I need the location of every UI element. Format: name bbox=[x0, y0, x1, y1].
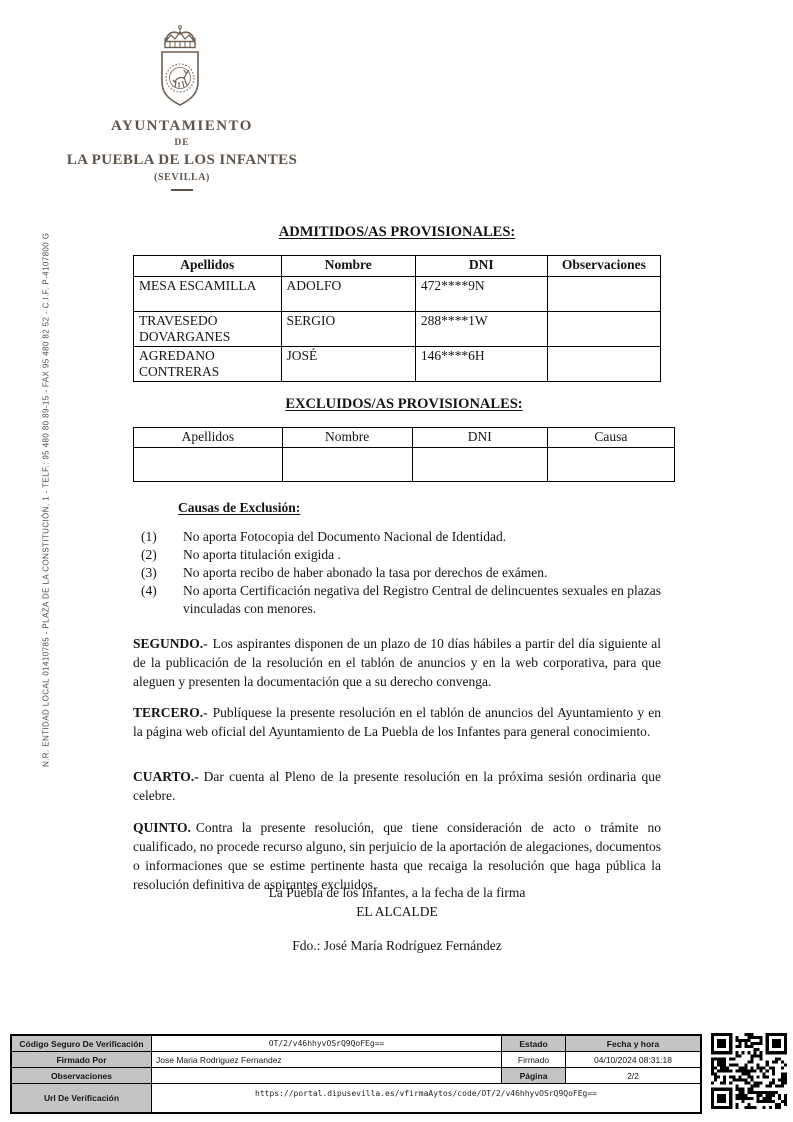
cell-observaciones bbox=[547, 347, 660, 382]
cell-dni: 472****9N bbox=[415, 277, 547, 312]
org-name-line: AYUNTAMIENTO bbox=[111, 118, 253, 134]
item-text: No aporta Fotocopia del Documento Nacional de Identidad. bbox=[183, 529, 507, 544]
paragraph-text: Los aspirantes disponen de un plazo de 10 días hábiles a partir del día siguiente al de la publicación de la resolución en el tablón de anuncios y en la web corporativa, para que aleguen y presenten la documentación que a su derecho convenga. bbox=[133, 635, 661, 689]
table-header-row bbox=[134, 256, 661, 277]
estado-label: Estado bbox=[502, 1036, 566, 1052]
excluded-section-title: EXCLUIDOS/AS PROVISIONALES: bbox=[285, 396, 523, 412]
paragraph-lead: CUARTO.- bbox=[133, 768, 199, 784]
column-header: DNI bbox=[415, 256, 547, 277]
observaciones-value bbox=[152, 1068, 502, 1084]
cell-observaciones bbox=[547, 312, 660, 347]
cell-observaciones bbox=[547, 277, 660, 312]
csv-label: Código Seguro De Verificación bbox=[12, 1036, 152, 1052]
pagina-value: 2/2 bbox=[566, 1068, 700, 1084]
item-number: (2) bbox=[141, 547, 157, 562]
item-number: (3) bbox=[141, 565, 157, 580]
item-text: No aporta titulación exigida . bbox=[183, 547, 341, 562]
observaciones-label: Observaciones bbox=[12, 1068, 152, 1084]
cell-causa bbox=[547, 448, 674, 482]
table-row bbox=[134, 312, 661, 347]
org-name-line: LA PUEBLA DE LOS INFANTES bbox=[66, 152, 298, 168]
paragraph-cuarto bbox=[133, 767, 661, 805]
table-row bbox=[134, 277, 661, 312]
column-header: Causa bbox=[547, 428, 674, 448]
exclusion-causes-title: Causas de Exclusión: bbox=[178, 500, 301, 515]
paragraph-lead: QUINTO. bbox=[133, 819, 191, 835]
column-header: Apellidos bbox=[134, 256, 282, 277]
signature-block bbox=[133, 883, 661, 921]
item-text: No aporta recibo de haber abonado la tasa por derechos de exámen. bbox=[183, 565, 548, 580]
column-header: Apellidos bbox=[134, 428, 283, 448]
signature-role-line: EL ALCALDE bbox=[356, 904, 438, 919]
organization-header bbox=[60, 118, 304, 191]
paragraph-tercero bbox=[133, 703, 661, 741]
list-item bbox=[141, 582, 663, 618]
paragraph-lead: SEGUNDO.- bbox=[133, 635, 208, 651]
column-header: DNI bbox=[412, 428, 547, 448]
paragraph-text: Contra la presente resolución, que tiene consideración de acto o trámite no cualificado, no procede recurso alguno, sin perjuicio de la aportación de alegaciones, documentos o informaciones que se estime pertinente hasta que recaiga la resolución que haga pública la resolución definitiva de aspirantes excluidos. bbox=[133, 819, 661, 892]
fecha-hora-label: Fecha y hora bbox=[566, 1036, 700, 1052]
item-number: (4) bbox=[141, 583, 157, 598]
cell-apellidos bbox=[134, 448, 283, 482]
signature-signed-by: Fdo.: José María Rodríguez Fernández bbox=[292, 938, 502, 953]
table-row bbox=[134, 347, 661, 382]
verification-footer-table bbox=[10, 1034, 702, 1114]
cell-apellidos: MESA ESCAMILLA bbox=[134, 277, 282, 312]
admitted-table bbox=[133, 255, 661, 382]
firmado-por-label: Firmado Por bbox=[12, 1052, 152, 1068]
signature-place-line: La Puebla de los Infantes, a la fecha de la firma bbox=[268, 885, 526, 900]
column-header: Nombre bbox=[281, 256, 415, 277]
cell-apellidos: AGREDANO CONTRERAS bbox=[134, 347, 282, 382]
org-province-line: (SEVILLA) bbox=[154, 172, 210, 183]
org-name-line: DE bbox=[174, 138, 190, 148]
municipal-coat-of-arms-icon bbox=[150, 24, 210, 118]
column-header: Nombre bbox=[282, 428, 412, 448]
item-number: (1) bbox=[141, 529, 157, 544]
cell-nombre: SERGIO bbox=[281, 312, 415, 347]
cell-apellidos: TRAVESEDO DOVARGANES bbox=[134, 312, 282, 347]
column-header: Observaciones bbox=[547, 256, 660, 277]
paragraph-segundo bbox=[133, 634, 661, 691]
cell-dni: 146****6H bbox=[415, 347, 547, 382]
list-item bbox=[141, 546, 663, 564]
pagina-label: Página bbox=[502, 1068, 566, 1084]
firmado-por-value: Jose Maria Rodriguez Fernandez bbox=[152, 1052, 502, 1068]
entity-registry-vertical-text: N.R. ENTIDAD LOCAL 01410785 - PLAZA DE LA CONSTITUCIÓN, 1 - TELF.: 95 480 80 89-15 - FAX 95 480 82 52 - C.I.F. P-4107800 G bbox=[41, 232, 51, 768]
cell-dni: 288****1W bbox=[415, 312, 547, 347]
header-rule bbox=[171, 189, 193, 191]
admitted-section-title: ADMITIDOS/AS PROVISIONALES: bbox=[278, 224, 516, 240]
list-item bbox=[141, 528, 663, 546]
table-row bbox=[134, 448, 675, 482]
url-verificacion-value: https://portal.dipusevilla.es/vfirmaAytos/code/OT/2/v46hhyvOSrQ9QoFEg== bbox=[255, 1089, 597, 1098]
qr-code bbox=[711, 1033, 787, 1109]
exclusion-causes-list bbox=[141, 528, 663, 618]
item-text: No aporta Certificación negativa del Registro Central de delincuentes sexuales en plazas vinculadas con menores. bbox=[183, 583, 661, 616]
cell-dni bbox=[412, 448, 547, 482]
cell-nombre: ADOLFO bbox=[281, 277, 415, 312]
csv-value: OT/2/v46hhyvOSrQ9QoFEg== bbox=[152, 1036, 502, 1052]
list-item bbox=[141, 564, 663, 582]
url-verificacion-label: Url De Verificación bbox=[12, 1084, 152, 1112]
excluded-table bbox=[133, 427, 675, 482]
cell-nombre: JOSÉ bbox=[281, 347, 415, 382]
cell-nombre bbox=[282, 448, 412, 482]
fecha-hora-value: 04/10/2024 08:31:18 bbox=[566, 1052, 700, 1068]
paragraph-lead: TERCERO.- bbox=[133, 704, 208, 720]
table-header-row bbox=[134, 428, 675, 448]
estado-value: Firmado bbox=[502, 1052, 566, 1068]
paragraph-text: Dar cuenta al Pleno de la presente resolución en la próxima sesión ordinaria que celebre. bbox=[133, 768, 661, 803]
paragraph-text: Publíquese la presente resolución en el tablón de anuncios del Ayuntamiento y en la página web oficial del Ayuntamiento de La Puebla de los Infantes para general conocimiento. bbox=[133, 704, 661, 739]
